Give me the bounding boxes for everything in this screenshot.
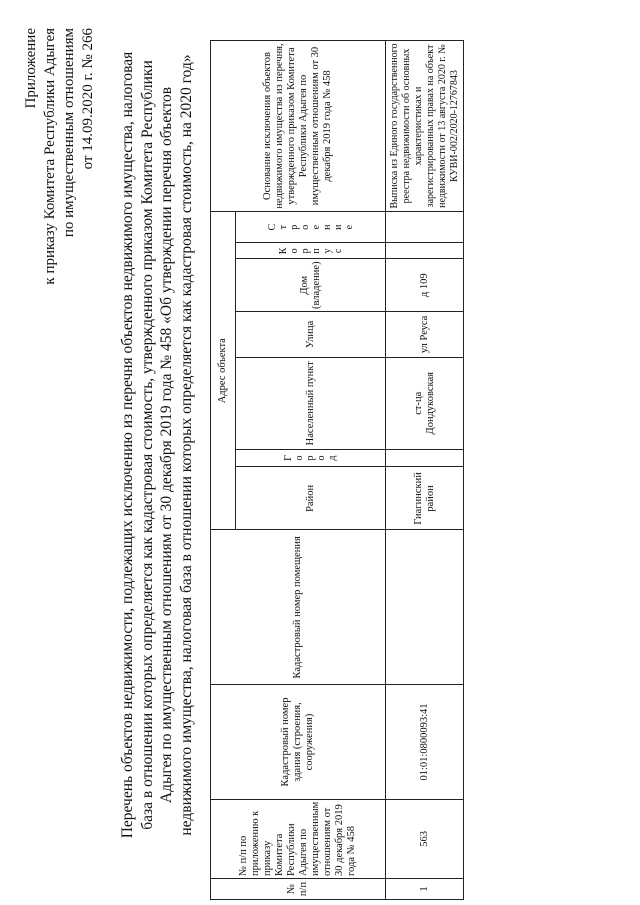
appendix-line: Приложение <box>23 28 39 109</box>
appendix-line: по имущественным отношениям <box>61 28 77 238</box>
cell-structure <box>386 212 464 243</box>
cell-num: 1 <box>386 879 464 900</box>
header-district: Район <box>236 467 386 530</box>
appendix-header <box>22 28 98 358</box>
cell-settlement: ст-ца Дондуковская <box>386 357 464 449</box>
appendix-line: от 14.09.2020 г. № 266 <box>80 28 96 170</box>
header-house: Дом (владение) <box>236 259 386 312</box>
title-line: недвижимого имущества, налоговая база в отношении которых определяется как кадастровая стоимость, на 2020 год» <box>177 54 195 836</box>
title-line: Перечень объектов недвижимости, подлежащих исключению из перечня объектов недвижимого имущества, налоговая <box>119 51 136 839</box>
header-city-label: Город <box>283 452 338 464</box>
cell-district: Гиагинский район <box>386 467 464 530</box>
header-city <box>236 449 386 467</box>
header-building <box>236 243 386 259</box>
header-settlement: Населенный пункт <box>236 357 386 449</box>
table-row <box>386 41 464 900</box>
cell-city <box>386 449 464 467</box>
header-basis: Основание исключения объектов недвижимого имущества из перечня, утвержденного приказом Комитета Республики Адыгея по имущественным отношениям от 30 декабря 2019 года № 458 <box>211 41 386 212</box>
header-cadastral-building: Кадастровый номер здания (строения, сооружения) <box>211 685 386 800</box>
header-structure-label: Строение <box>266 221 355 233</box>
cell-num-appendix: 563 <box>386 799 464 878</box>
appendix-line: к приказу Комитета Республики Адыгея <box>42 28 58 285</box>
header-building-label: Корпус <box>277 245 344 257</box>
header-address: Адрес объекта <box>211 212 236 530</box>
document-title <box>118 45 196 845</box>
cell-cadastral-room <box>386 530 464 685</box>
objects-table <box>210 40 464 900</box>
header-num: № п/п <box>211 879 386 900</box>
header-street: Улица <box>236 312 386 358</box>
header-cadastral-room: Кадастровый номер помещения <box>211 530 386 685</box>
title-line: база в отношении которых определяется как кадастровая стоимость, утвержденного приказом Комитета Республики <box>138 60 156 830</box>
header-row <box>211 41 236 900</box>
cell-street: ул Реуса <box>386 312 464 358</box>
title-line: Адыгея по имущественным отношениям от 30 декабря 2019 года № 458 «Об утверждении перечня объектов <box>158 86 175 804</box>
cell-house: д 109 <box>386 259 464 312</box>
header-num-appendix: № п/п по приложению к приказу Комитета Республики Адыгея по имущественным отношениям от 30 декабря 2019 года № 458 <box>211 799 386 878</box>
cell-basis: Выписка из Единого государственного реестра недвижимости об основных характеристиках и зарегистрированных правах на объект недвижимости от 13 августа 2020 г. № КУВИ-002/2020-12767843 <box>386 41 464 212</box>
cell-cadastral-building: 01:01:0800093:41 <box>386 685 464 800</box>
header-structure <box>236 212 386 243</box>
cell-building <box>386 243 464 259</box>
